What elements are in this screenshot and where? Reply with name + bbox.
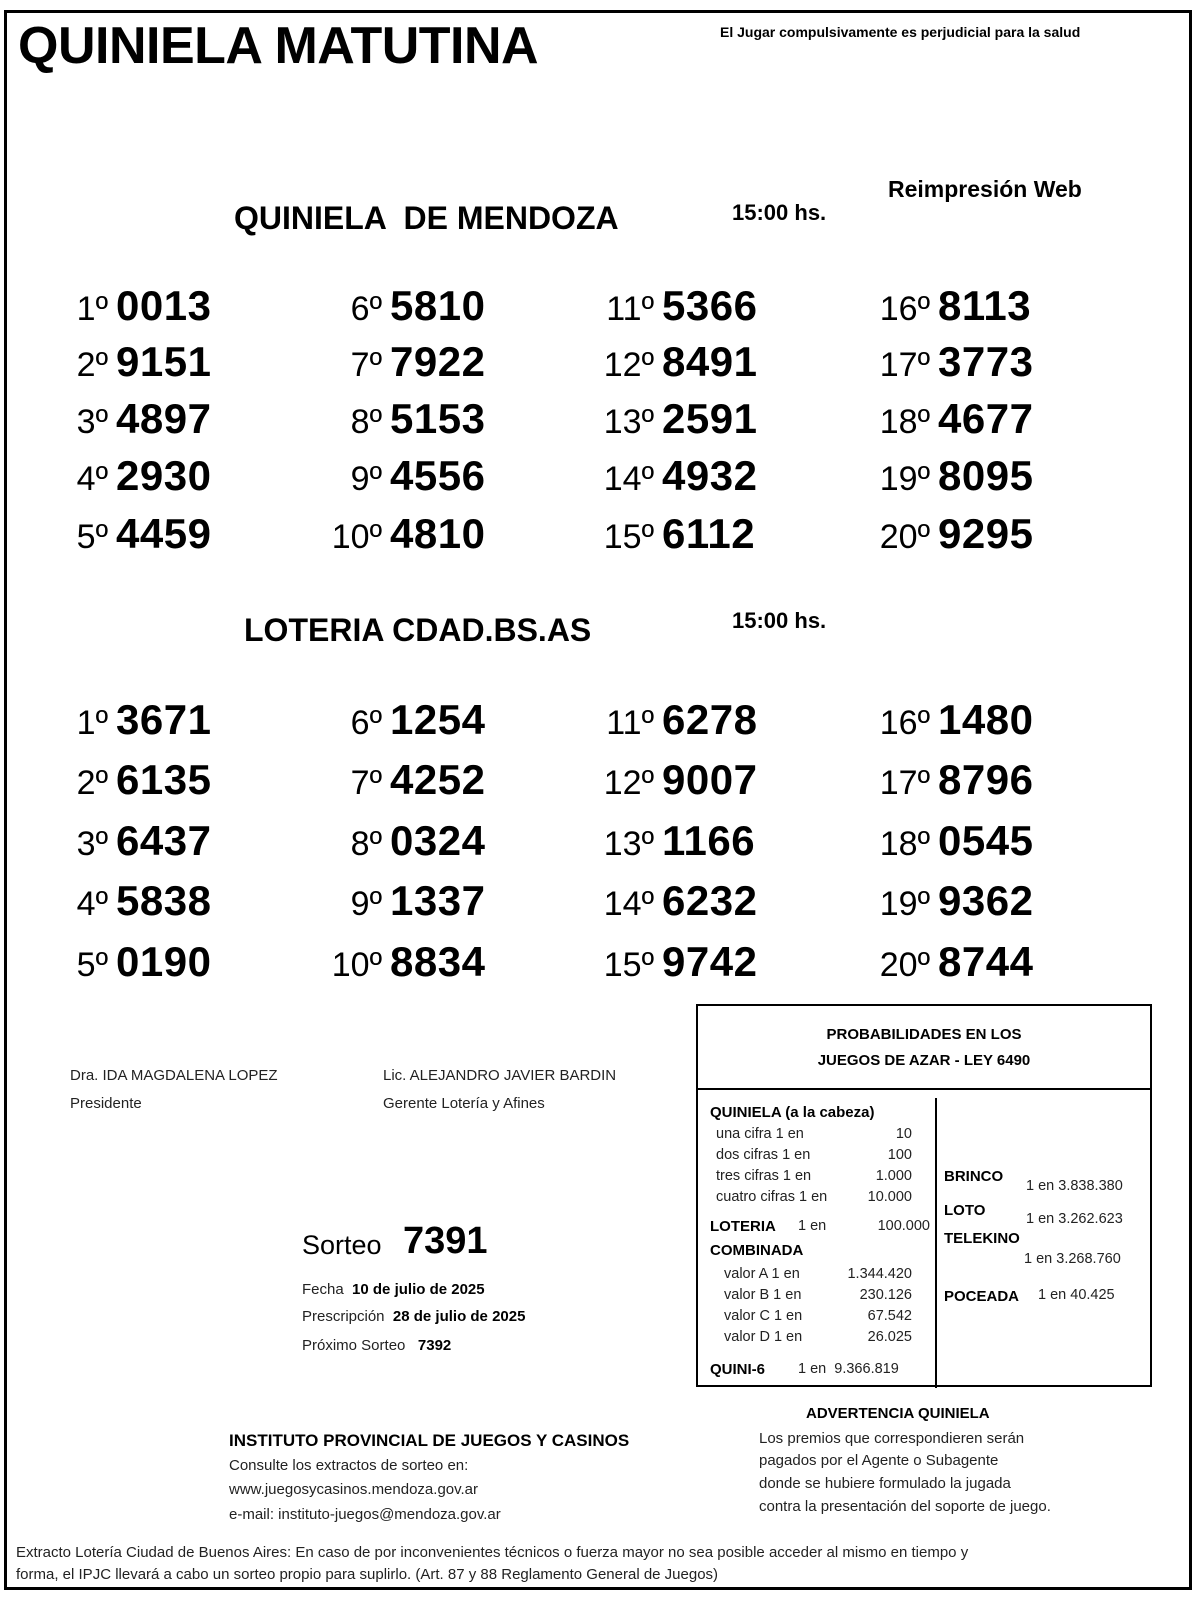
- result-position: 14º: [603, 885, 654, 923]
- result-position: 7º: [350, 346, 382, 384]
- mendoza-result-3: [64, 395, 211, 443]
- mendoza-section-title: QUINIELA DE MENDOZA: [234, 200, 619, 236]
- probabilities-header: [698, 1006, 1150, 1090]
- result-position: 17º: [879, 346, 930, 384]
- telekino-prob-label: TELEKINO: [944, 1230, 1020, 1247]
- result-position: 9º: [350, 460, 382, 498]
- result-number: 4252: [390, 756, 486, 803]
- sorteo-number: 7391: [403, 1220, 488, 1262]
- result-position: 3º: [76, 825, 108, 863]
- result-number: 6278: [662, 696, 758, 743]
- probabilities-title-1: PROBABILIDADES EN LOS: [826, 1026, 1022, 1043]
- result-position: 12º: [603, 764, 654, 802]
- ciudad-result-13: [598, 817, 755, 865]
- mendoza-result-15: [598, 510, 755, 558]
- result-position: 7º: [350, 764, 382, 802]
- combinada-prob-label-1: valor A 1 en: [724, 1266, 800, 1282]
- result-number: 5810: [390, 282, 486, 329]
- combinada-prob-label-4: valor D 1 en: [724, 1329, 803, 1345]
- quiniela-prob-label-2: dos cifras 1 en: [716, 1147, 811, 1163]
- telekino-prob-value: 1 en 3.268.760: [1024, 1251, 1121, 1267]
- result-number: 3671: [116, 696, 212, 743]
- result-position: 6º: [350, 290, 382, 328]
- ciudad-result-11: [598, 696, 757, 744]
- quiniela-prob-value-4: 10.000: [867, 1189, 912, 1205]
- result-position: 17º: [879, 764, 930, 802]
- combinada-prob-value-2: 230.126: [859, 1287, 912, 1303]
- reprint-label: Reimpresión Web: [888, 176, 1082, 202]
- result-position: 6º: [350, 704, 382, 742]
- ciudad-result-4: [64, 877, 211, 925]
- ciudad-result-14: [598, 877, 757, 925]
- result-position: 2º: [76, 346, 108, 384]
- ciudad-time: 15:00 hs.: [732, 608, 827, 633]
- fecha-value: 10 de julio de 2025: [352, 1281, 485, 1298]
- mendoza-result-11: [598, 282, 757, 330]
- loto-prob-label: LOTO: [944, 1202, 986, 1219]
- ciudad-result-18: [874, 817, 1033, 865]
- result-number: 9007: [662, 756, 758, 803]
- result-number: 0013: [116, 282, 212, 329]
- combinada-prob-value-3: 67.542: [867, 1308, 912, 1324]
- ciudad-result-20: [874, 938, 1033, 986]
- prescripcion-row: [302, 1308, 525, 1325]
- result-position: 15º: [603, 946, 654, 984]
- loteria-prob-en: 1 en: [798, 1218, 827, 1234]
- result-position: 12º: [603, 346, 654, 384]
- result-position: 15º: [603, 518, 654, 556]
- ciudad-result-1: [64, 696, 211, 744]
- result-position: 3º: [76, 403, 108, 441]
- footer-line-1: Extracto Lotería Ciudad de Buenos Aires: En caso de por inconvenientes técnicos o fuerza mayor no sea posible acceder al mismo en tiempo y: [16, 1544, 969, 1561]
- quiniela-prob-title: QUINIELA (a la cabeza): [710, 1104, 875, 1121]
- poceada-prob-value: 1 en 40.425: [1038, 1287, 1115, 1303]
- signatory-left-role: Presidente: [70, 1095, 142, 1112]
- loteria-prob-label: LOTERIA: [710, 1218, 776, 1235]
- mendoza-result-6: [336, 282, 485, 330]
- quini6-prob-label: QUINI-6: [710, 1361, 766, 1378]
- result-number: 0324: [390, 817, 486, 864]
- result-number: 5153: [390, 395, 486, 442]
- ciudad-result-8: [336, 817, 485, 865]
- quiniela-prob-label-3: tres cifras 1 en: [716, 1168, 812, 1184]
- result-number: 8113: [938, 282, 1032, 329]
- result-number: 8491: [662, 338, 758, 385]
- result-position: 5º: [76, 946, 108, 984]
- loto-prob-value: 1 en 3.262.623: [1026, 1211, 1123, 1227]
- quini6-prob-value: 1 en 9.366.819: [798, 1361, 899, 1377]
- result-number: 6437: [116, 817, 212, 864]
- result-position: 1º: [76, 290, 108, 328]
- result-number: 8744: [938, 938, 1034, 985]
- ciudad-result-3: [64, 817, 211, 865]
- mendoza-result-19: [874, 452, 1033, 500]
- mendoza-result-10: [326, 510, 485, 558]
- fecha-row: [302, 1281, 485, 1298]
- result-position: 19º: [879, 885, 930, 923]
- ciudad-result-5: [64, 938, 211, 986]
- ciudad-section-title: LOTERIA CDAD.BS.AS: [244, 612, 592, 648]
- mendoza-result-1: [64, 282, 211, 330]
- result-number: 9362: [938, 877, 1034, 924]
- result-position: 4º: [76, 460, 108, 498]
- ciudad-result-19: [874, 877, 1033, 925]
- quiniela-prob-label-4: cuatro cifras 1 en: [716, 1189, 828, 1205]
- result-number: 5838: [116, 877, 212, 924]
- result-number: 1337: [390, 877, 486, 924]
- mendoza-result-14: [598, 452, 757, 500]
- result-number: 8834: [390, 938, 486, 985]
- combinada-prob-value-4: 26.025: [867, 1329, 912, 1345]
- result-position: 11º: [606, 290, 654, 328]
- result-position: 10º: [331, 518, 382, 556]
- proximo-sorteo-value: 7392: [417, 1337, 452, 1354]
- result-number: 9151: [116, 338, 212, 385]
- advertencia-title: ADVERTENCIA QUINIELA: [806, 1405, 990, 1422]
- result-number: 9742: [662, 938, 758, 985]
- mendoza-result-20: [874, 510, 1033, 558]
- mendoza-result-5: [64, 510, 211, 558]
- result-number: 1480: [938, 696, 1034, 743]
- mendoza-result-2: [64, 338, 211, 386]
- ciudad-result-12: [598, 756, 757, 804]
- advertencia-line-1: Los premios que correspondieren serán: [759, 1430, 1025, 1447]
- result-position: 19º: [879, 460, 930, 498]
- proximo-sorteo-label: Próximo Sorteo: [302, 1337, 406, 1354]
- signatory-left-name: Dra. IDA MAGDALENA LOPEZ: [70, 1067, 278, 1084]
- result-number: 4677: [938, 395, 1034, 442]
- instituto-line-1: Consulte los extractos de sorteo en:: [229, 1457, 469, 1474]
- poceada-prob-label: POCEADA: [944, 1288, 1020, 1305]
- prescripcion-value: 28 de julio de 2025: [392, 1308, 526, 1325]
- result-position: 16º: [879, 704, 930, 742]
- instituto-email[interactable]: e-mail: instituto-juegos@mendoza.gov.ar: [229, 1506, 501, 1523]
- prescripcion-label: Prescripción: [302, 1308, 385, 1325]
- result-position: 13º: [603, 403, 654, 441]
- result-number: 2930: [116, 452, 212, 499]
- result-position: 8º: [350, 403, 382, 441]
- result-number: 6135: [116, 756, 212, 803]
- mendoza-result-16: [874, 282, 1031, 330]
- signatory-right-name: Lic. ALEJANDRO JAVIER BARDIN: [383, 1067, 617, 1084]
- result-number: 9295: [938, 510, 1034, 557]
- result-position: 4º: [76, 885, 108, 923]
- ciudad-result-16: [874, 696, 1033, 744]
- result-position: 18º: [879, 403, 930, 441]
- combinada-prob-label-2: valor B 1 en: [724, 1287, 802, 1303]
- result-position: 8º: [350, 825, 382, 863]
- result-position: 14º: [603, 460, 654, 498]
- ciudad-result-15: [598, 938, 757, 986]
- mendoza-result-9: [336, 452, 485, 500]
- sorteo-label: Sorteo: [302, 1230, 382, 1260]
- instituto-website[interactable]: www.juegosycasinos.mendoza.gov.ar: [229, 1481, 479, 1498]
- mendoza-time: 15:00 hs.: [732, 200, 827, 225]
- result-number: 6232: [662, 877, 758, 924]
- result-position: 13º: [603, 825, 654, 863]
- result-position: 11º: [606, 704, 654, 742]
- ciudad-result-7: [336, 756, 485, 804]
- result-position: 20º: [879, 518, 930, 556]
- result-number: 1166: [662, 817, 756, 864]
- combinada-prob-value-1: 1.344.420: [847, 1266, 912, 1282]
- advertencia-line-2: pagados por el Agente o Subagente: [759, 1452, 999, 1469]
- result-number: 4897: [116, 395, 212, 442]
- brinco-prob-label: BRINCO: [944, 1168, 1004, 1185]
- quiniela-prob-label-1: una cifra 1 en: [716, 1126, 804, 1142]
- ciudad-result-2: [64, 756, 211, 804]
- ciudad-result-9: [336, 877, 485, 925]
- mendoza-result-8: [336, 395, 485, 443]
- result-position: 2º: [76, 764, 108, 802]
- result-number: 4810: [390, 510, 486, 557]
- result-position: 5º: [76, 518, 108, 556]
- result-number: 4556: [390, 452, 486, 499]
- instituto-title: INSTITUTO PROVINCIAL DE JUEGOS Y CASINOS: [229, 1431, 630, 1450]
- result-number: 8796: [938, 756, 1034, 803]
- advertencia-line-4: contra la presentación del soporte de juego.: [759, 1498, 1051, 1515]
- result-number: 4932: [662, 452, 758, 499]
- result-number: 1254: [390, 696, 486, 743]
- brinco-prob-value: 1 en 3.838.380: [1026, 1178, 1123, 1194]
- page-title: QUINIELA MATUTINA: [18, 17, 539, 75]
- signatory-right-role: Gerente Lotería y Afines: [383, 1095, 545, 1112]
- mendoza-result-18: [874, 395, 1033, 443]
- fecha-label: Fecha: [302, 1281, 344, 1298]
- result-position: 9º: [350, 885, 382, 923]
- probabilities-title-2: JUEGOS DE AZAR - LEY 6490: [817, 1052, 1031, 1069]
- advertencia-line-3: donde se hubiere formulado la jugada: [759, 1475, 1011, 1492]
- result-number: 2591: [662, 395, 758, 442]
- ciudad-result-10: [326, 938, 485, 986]
- result-number: 5366: [662, 282, 758, 329]
- result-number: 3773: [938, 338, 1034, 385]
- probabilities-box: [696, 1004, 1152, 1387]
- footer-line-2: forma, el IPJC llevará a cabo un sorteo propio para suplirlo. (Art. 87 y 88 Reglamento General de Juegos): [16, 1566, 719, 1583]
- result-position: 18º: [879, 825, 930, 863]
- proximo-sorteo-row: [302, 1337, 451, 1354]
- result-number: 8095: [938, 452, 1034, 499]
- mendoza-result-7: [336, 338, 485, 386]
- result-number: 7922: [390, 338, 486, 385]
- mendoza-result-13: [598, 395, 757, 443]
- loteria-prob-value: 100.000: [877, 1218, 930, 1234]
- result-position: 20º: [879, 946, 930, 984]
- result-number: 4459: [116, 510, 212, 557]
- quiniela-prob-value-2: 100: [887, 1147, 912, 1163]
- mendoza-result-12: [598, 338, 757, 386]
- ciudad-result-6: [336, 696, 485, 744]
- combinada-prob-label-3: valor C 1 en: [724, 1308, 803, 1324]
- mendoza-result-17: [874, 338, 1033, 386]
- health-warning: El Jugar compulsivamente es perjudicial para la salud: [720, 24, 1081, 40]
- result-number: 6112: [662, 510, 756, 557]
- result-position: 1º: [76, 704, 108, 742]
- quiniela-prob-value-1: 10: [895, 1126, 912, 1142]
- result-position: 16º: [879, 290, 930, 328]
- result-position: 10º: [331, 946, 382, 984]
- mendoza-result-4: [64, 452, 211, 500]
- ciudad-result-17: [874, 756, 1033, 804]
- probabilities-divider: [935, 1098, 937, 1388]
- result-number: 0545: [938, 817, 1034, 864]
- result-number: 0190: [116, 938, 212, 985]
- quiniela-prob-value-3: 1.000: [875, 1168, 912, 1184]
- combinada-prob-title: COMBINADA: [710, 1242, 804, 1259]
